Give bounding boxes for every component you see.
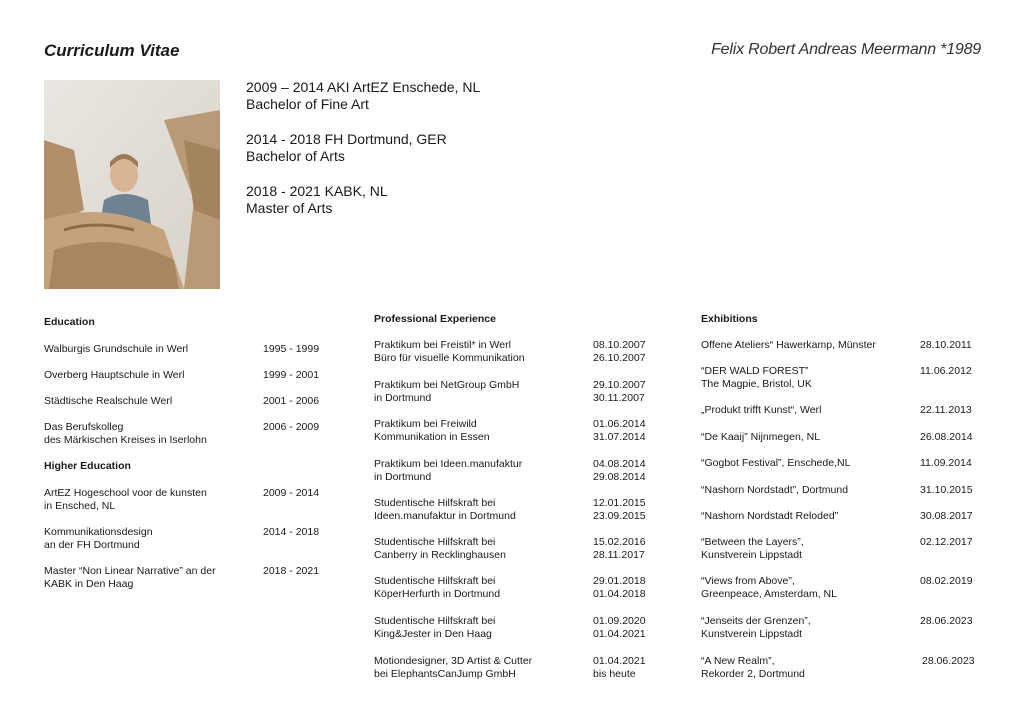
degree-years-school: 2009 – 2014 AKI ArtEZ Enschede, NL: [246, 79, 481, 95]
experience-entry-text: Praktikum bei Freistil* in Werl: [374, 339, 511, 351]
exhibitions-entry-text: The Magpie, Bristol, UK: [701, 378, 812, 390]
exhibitions-entry-text: Kunstverein Lippstadt: [701, 549, 802, 561]
degree-entry: [246, 79, 480, 113]
experience-entry-text: Canberry in Recklinghausen: [374, 549, 506, 561]
exhibitions-entry-date: 28.10.2011: [920, 339, 972, 351]
education-entry-text: Das Berufskolleg: [44, 421, 124, 433]
exhibitions-entry-text: Greenpeace, Amsterdam, NL: [701, 588, 837, 600]
document-title: Curriculum Vitae: [44, 41, 180, 60]
education-entry-text: Walburgis Grundschule in Werl: [44, 343, 189, 355]
experience-entry-date: 01.04.2018: [593, 588, 646, 600]
experience-entry-date: 01.09.2020: [593, 615, 646, 627]
experience-entry-text: Studentische Hilfskraft bei: [374, 615, 496, 627]
higher_education-entry-text: ArtEZ Hogeschool voor de kunsten: [44, 487, 207, 499]
education-heading: Education: [44, 316, 95, 328]
exhibitions-entry-date: 11.06.2012: [920, 365, 972, 377]
exhibitions-entry-date: 11.09.2014: [920, 457, 972, 469]
exhibitions-entry-text: “A New Realm”,: [701, 655, 775, 667]
degree-entry: [246, 183, 388, 217]
degree-years-school: 2018 - 2021 KABK, NL: [246, 183, 388, 199]
experience-entry-text: Büro für visuelle Kommunikation: [374, 352, 525, 364]
degree-years-school: 2014 - 2018 FH Dortmund, GER: [246, 131, 447, 147]
exhibitions-heading: Exhibitions: [701, 313, 758, 325]
higher_education-entry-text: Master “Non Linear Narrative” an der: [44, 565, 216, 577]
experience-entry-date: 23.09.2015: [593, 510, 646, 522]
degree-title: Bachelor of Fine Art: [246, 96, 369, 112]
experience-entry-text: Praktikum bei Freiwild: [374, 418, 477, 430]
higher_education-entry-date: 2018 - 2021: [263, 565, 320, 577]
experience-entry-date: 28.11.2017: [593, 549, 645, 561]
exhibitions-entry-text: “Gogbot Festival”, Enschede,NL: [701, 457, 851, 469]
education-entry-date: 2001 - 2006: [263, 395, 320, 407]
degree-title: Bachelor of Arts: [246, 148, 345, 164]
experience-entry-date: 15.02.2016: [593, 536, 646, 548]
exhibitions-entry-text: Kunstverein Lippstadt: [701, 628, 802, 640]
education-entry-text: Städtische Realschule Werl: [44, 395, 173, 407]
experience-entry-date: 01.04.2021: [593, 655, 646, 667]
experience-entry-text: Ideen.manufaktur in Dortmund: [374, 510, 516, 522]
higher_education-entry-text: KABK in Den Haag: [44, 578, 134, 590]
exhibitions-entry-date: 26.08.2014: [920, 431, 973, 443]
experience-entry-text: Praktikum bei Ideen.manufaktur: [374, 458, 523, 470]
experience-entry-text: Studentische Hilfskraft bei: [374, 536, 496, 548]
higher_education-entry-date: 2014 - 2018: [263, 526, 320, 538]
experience-entry-date: 01.06.2014: [593, 418, 646, 430]
education-entry-date: 2006 - 2009: [263, 421, 320, 433]
exhibitions-entry-date: 31.10.2015: [920, 484, 973, 496]
degree-entry: [246, 131, 447, 165]
experience-entry-text: Motiondesigner, 3D Artist & Cutter: [374, 655, 533, 667]
higher_education-heading: Higher Education: [44, 460, 131, 472]
experience-entry-date: bis heute: [593, 668, 636, 680]
experience-entry-date: 29.01.2018: [593, 575, 646, 587]
experience-entry-date: 29.08.2014: [593, 471, 646, 483]
exhibitions-entry-date: 30.08.2017: [920, 510, 973, 522]
experience-entry-date: 08.10.2007: [593, 339, 646, 351]
exhibitions-entry-date: 28.06.2023: [920, 615, 973, 627]
exhibitions-entry-text: „Produkt trifft Kunst“, Werl: [701, 404, 822, 416]
experience-entry-text: Studentische Hilfskraft bei: [374, 497, 496, 509]
exhibitions-entry-date: 02.12.2017: [920, 536, 973, 548]
degree-title: Master of Arts: [246, 200, 333, 216]
higher_education-entry-date: 2009 - 2014: [263, 487, 320, 499]
exhibitions-entry-date: 08.02.2019: [920, 575, 973, 587]
higher_education-entry-text: Kommunikationsdesign: [44, 526, 153, 538]
experience-entry-text: in Dortmund: [374, 392, 432, 404]
experience-entry-date: 31.07.2014: [593, 431, 646, 443]
higher_education-entry-text: in Ensched, NL: [44, 500, 116, 512]
exhibitions-entry-text: “De Kaaij” Nijnmegen, NL: [701, 431, 821, 443]
experience-entry-text: King&Jester in Den Haag: [374, 628, 492, 640]
exhibitions-entry-text: “Views from Above”,: [701, 575, 795, 587]
experience-entry-date: 01.04.2021: [593, 628, 646, 640]
exhibitions-entry-date: 22.11.2013: [920, 404, 972, 416]
experience-entry-text: Praktikum bei NetGroup GmbH: [374, 379, 520, 391]
portrait-photo: [44, 80, 220, 289]
education-entry-date: 1999 - 2001: [263, 369, 320, 381]
exhibitions-entry-text: “Nashorn Nordstadt”, Dortmund: [701, 484, 849, 496]
experience-entry-text: Kommunikation in Essen: [374, 431, 490, 443]
exhibitions-entry-text: Rekorder 2, Dortmund: [701, 668, 805, 680]
experience-entry-date: 12.01.2015: [593, 497, 646, 509]
experience-entry-text: bei ElephantsCanJump GmbH: [374, 668, 516, 680]
education-entry-text: des Märkischen Kreises in Iserlohn: [44, 434, 207, 446]
experience-entry-text: Studentische Hilfskraft bei: [374, 575, 496, 587]
exhibitions-entry-text: “Jenseits der Grenzen”,: [701, 615, 811, 627]
education-entry-text: Overberg Hauptschule in Werl: [44, 369, 185, 381]
experience-entry-date: 29.10.2007: [593, 379, 646, 391]
exhibitions-entry-text: Offene Ateliers“ Hawerkamp, Münster: [701, 339, 876, 351]
exhibitions-entry-date: 28.06.2023: [922, 655, 975, 667]
experience-entry-date: 26.10.2007: [593, 352, 646, 364]
exhibitions-entry-text: “DER WALD FOREST”: [701, 365, 809, 377]
exhibitions-entry-text: “Between the Layers”,: [701, 536, 804, 548]
experience-heading: Professional Experience: [374, 313, 496, 325]
experience-entry-text: KöperHerfurth in Dortmund: [374, 588, 501, 600]
higher_education-entry-text: an der FH Dortmund: [44, 539, 140, 551]
experience-entry-date: 30.11.2007: [593, 392, 645, 404]
experience-entry-date: 04.08.2014: [593, 458, 646, 470]
person-name: Felix Robert Andreas Meermann *1989: [711, 41, 981, 58]
education-entry-date: 1995 - 1999: [263, 343, 320, 355]
experience-entry-text: in Dortmund: [374, 471, 432, 483]
exhibitions-entry-text: “Nashorn Nordstadt Reloded”: [701, 510, 839, 522]
